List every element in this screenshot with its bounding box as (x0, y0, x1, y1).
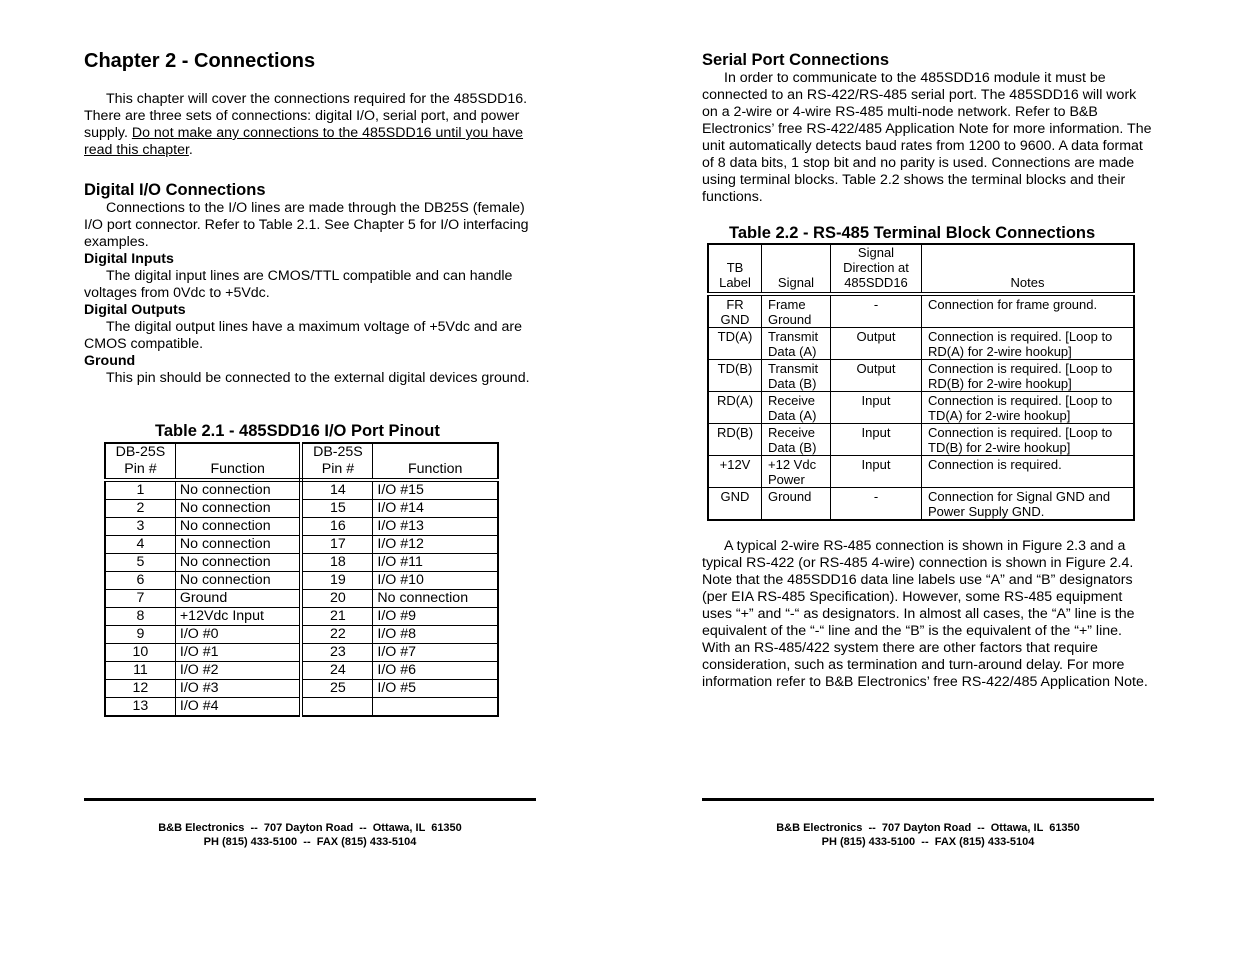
direction-cell: Input (831, 424, 922, 456)
footer-rule (84, 798, 536, 801)
chapter-title: Chapter 2 - Connections (84, 50, 316, 72)
function-cell: I/O #9 (373, 608, 498, 626)
function-cell: No connection (175, 500, 301, 518)
notes-cell: Connection is required. [Loop to TD(B) for 2-wire hookup] (922, 424, 1135, 456)
footer-address: B&B Electronics -- 707 Dayton Road -- Ottawa, IL 61350 (776, 822, 1080, 834)
table-row (105, 608, 498, 626)
wiring-text: A typical 2-wire RS-485 connection is shown in Figure 2.3 and a typical RS-422 (or RS-485 4-wire) connection is shown in Figure 2.4. Note that the 485SDD16 data line labels use “A” and “B” designators (per EIA RS-485 Specification). However, some RS-485 equipment uses “+” and “-“ as designators. In almost all cases, the “A” line is the equivalent of the “-“ line and the “B” is the equivalent of the “+” line. With an RS-485/422 system there are other factors that require consideration, such as termination and turn-around delay. For more information refer to B&B Electronics’ free RS-422/485 Application Note. (702, 538, 1148, 690)
table-row (105, 518, 498, 536)
function-cell: No connection (373, 590, 498, 608)
intro-warning: Do not make any connections to the 485SDD16 until you have read this chapter (84, 125, 524, 158)
pin-cell: 5 (105, 554, 175, 572)
tb-label-cell: TD(A) (708, 328, 762, 360)
table-row (105, 590, 498, 608)
table-row (105, 698, 498, 717)
pin-cell: 13 (105, 698, 175, 717)
notes-header: Notes (922, 244, 1135, 294)
signal-cell: +12 Vdc Power (762, 456, 831, 488)
table-row (708, 328, 1134, 360)
table-row (708, 294, 1134, 328)
table-row (708, 424, 1134, 456)
pin-cell: 14 (301, 480, 372, 500)
right-page (702, 0, 1154, 954)
digital-inputs-text: The digital input lines are CMOS/TTL compatible and can handle voltages from 0Vdc to +5Vdc. (84, 268, 513, 301)
function-cell: I/O #15 (373, 480, 498, 500)
digital-outputs-heading: Digital Outputs (84, 302, 186, 318)
pin-cell: 15 (301, 500, 372, 518)
pin-cell: 10 (105, 644, 175, 662)
pin-cell: 22 (301, 626, 372, 644)
table-row (105, 536, 498, 554)
table-row (708, 488, 1134, 521)
notes-cell: Connection for Signal GND and Power Supply GND. (922, 488, 1135, 521)
table-row (105, 572, 498, 590)
direction-cell: - (831, 294, 922, 328)
signal-cell: Receive Data (B) (762, 424, 831, 456)
function-cell: +12Vdc Input (175, 608, 301, 626)
table-row (708, 456, 1134, 488)
function-cell: I/O #2 (175, 662, 301, 680)
terminal-table-header (708, 244, 1134, 294)
function-cell: I/O #11 (373, 554, 498, 572)
pin-cell: 8 (105, 608, 175, 626)
ground-text: This pin should be connected to the external digital devices ground. (106, 370, 530, 386)
intro-end: . (188, 142, 193, 158)
pin-cell: 9 (105, 626, 175, 644)
pin-cell: 2 (105, 500, 175, 518)
notes-cell: Connection is required. [Loop to RD(A) for 2-wire hookup] (922, 328, 1135, 360)
direction-cell: Input (831, 392, 922, 424)
serial-text: In order to communicate to the 485SDD16 module it must be connected to an RS-422/RS-485 serial port. The 485SDD16 will work on a 2-wire or 4-wire RS-485 multi-node network. Refer to B&B Electronics’ free RS-422/485 Application Note for more information. The unit automatically detects baud rates from 1200 to 9600. A data format of 8 data bits, 1 stop bit and no parity is used. Connections are made using terminal blocks. Table 2.2 shows the terminal blocks and their functions. (702, 70, 1152, 205)
table-row (105, 680, 498, 698)
table-row (708, 392, 1134, 424)
pin-cell: 6 (105, 572, 175, 590)
function-cell: No connection (175, 518, 301, 536)
signal-cell: Frame Ground (762, 294, 831, 328)
function-cell: I/O #6 (373, 662, 498, 680)
direction-header: Signal Direction at 485SDD16 (831, 244, 922, 294)
pin-cell: 17 (301, 536, 372, 554)
signal-cell: Transmit Data (A) (762, 328, 831, 360)
pin-cell: 3 (105, 518, 175, 536)
table-2-1-caption: Table 2.1 - 485SDD16 I/O Port Pinout (155, 422, 440, 440)
serial-heading: Serial Port Connections (702, 51, 890, 69)
footer-rule (702, 798, 1154, 801)
footer-phone: PH (815) 433-5100 -- FAX (815) 433-5104 (203, 836, 417, 848)
digital-io-section (84, 180, 534, 387)
table-row (105, 480, 498, 500)
notes-cell: Connection is required. (922, 456, 1135, 488)
pin-cell: 18 (301, 554, 372, 572)
notes-cell: Connection for frame ground. (922, 294, 1135, 328)
footer-address: B&B Electronics -- 707 Dayton Road -- Ottawa, IL 61350 (158, 822, 462, 834)
tb-label-cell: GND (708, 488, 762, 521)
ground-heading: Ground (84, 353, 136, 369)
function-cell: No connection (175, 536, 301, 554)
pin-cell: 7 (105, 590, 175, 608)
tb-label-header: TB Label (708, 244, 762, 294)
notes-cell: Connection is required. [Loop to TD(A) for 2-wire hookup] (922, 392, 1135, 424)
tb-label-cell: RD(B) (708, 424, 762, 456)
pinout-table (104, 442, 499, 717)
function-cell: Ground (175, 590, 301, 608)
table-row (708, 360, 1134, 392)
function-cell: No connection (175, 554, 301, 572)
tb-label-cell: RD(A) (708, 392, 762, 424)
function-cell: I/O #3 (175, 680, 301, 698)
pin-cell: 25 (301, 680, 372, 698)
table-row (105, 644, 498, 662)
table-row (105, 626, 498, 644)
function-cell (373, 698, 498, 717)
pin-cell (301, 698, 372, 717)
pinout-table-header (105, 443, 498, 480)
direction-cell: Output (831, 360, 922, 392)
function-cell: No connection (175, 572, 301, 590)
footer (84, 821, 536, 849)
function-cell: I/O #12 (373, 536, 498, 554)
digital-io-heading: Digital I/O Connections (84, 181, 266, 199)
intro-text: This chapter will cover the connections required for the 485SDD16. There are three sets of connections: digital I/O, serial port, and power supply. (84, 91, 528, 141)
footer (702, 821, 1154, 849)
pin-cell: 1 (105, 480, 175, 500)
function-cell: No connection (175, 480, 301, 500)
pin-cell: 24 (301, 662, 372, 680)
table-row (105, 500, 498, 518)
pin-cell: 16 (301, 518, 372, 536)
terminal-block-table (707, 243, 1135, 521)
direction-cell: - (831, 488, 922, 521)
function-cell: I/O #1 (175, 644, 301, 662)
function-header-b: Function (373, 443, 498, 480)
function-cell: I/O #14 (373, 500, 498, 518)
pin-cell: 19 (301, 572, 372, 590)
digital-outputs-text: The digital output lines have a maximum voltage of +5Vdc and are CMOS compatible. (84, 319, 523, 352)
tb-label-cell: FR GND (708, 294, 762, 328)
serial-section (702, 50, 1152, 206)
pin-cell: 23 (301, 644, 372, 662)
pin-header-a: DB-25S Pin # (105, 443, 175, 480)
table-2-2-caption: Table 2.2 - RS-485 Terminal Block Connections (729, 224, 1096, 242)
direction-cell: Output (831, 328, 922, 360)
pin-cell: 11 (105, 662, 175, 680)
function-cell: I/O #4 (175, 698, 301, 717)
table-row (105, 662, 498, 680)
signal-cell: Ground (762, 488, 831, 521)
tb-label-cell: TD(B) (708, 360, 762, 392)
function-cell: I/O #7 (373, 644, 498, 662)
digital-inputs-heading: Digital Inputs (84, 251, 174, 267)
signal-header: Signal (762, 244, 831, 294)
function-cell: I/O #13 (373, 518, 498, 536)
tb-label-cell: +12V (708, 456, 762, 488)
pin-cell: 21 (301, 608, 372, 626)
signal-cell: Transmit Data (B) (762, 360, 831, 392)
notes-cell: Connection is required. [Loop to RD(B) for 2-wire hookup] (922, 360, 1135, 392)
footer-phone: PH (815) 433-5100 -- FAX (815) 433-5104 (821, 836, 1035, 848)
function-cell: I/O #0 (175, 626, 301, 644)
direction-cell: Input (831, 456, 922, 488)
function-header-a: Function (175, 443, 301, 480)
pin-cell: 4 (105, 536, 175, 554)
digital-io-text: Connections to the I/O lines are made through the DB25S (female) I/O port connector. Refer to Table 2.1. See Chapter 5 for I/O interfacing examples. (84, 200, 529, 250)
function-cell: I/O #10 (373, 572, 498, 590)
function-cell: I/O #8 (373, 626, 498, 644)
pin-cell: 20 (301, 590, 372, 608)
pin-header-b: DB-25S Pin # (301, 443, 372, 480)
intro-paragraph (84, 91, 529, 159)
function-cell: I/O #5 (373, 680, 498, 698)
signal-cell: Receive Data (A) (762, 392, 831, 424)
left-page (84, 0, 536, 954)
table-row (105, 554, 498, 572)
pin-cell: 12 (105, 680, 175, 698)
